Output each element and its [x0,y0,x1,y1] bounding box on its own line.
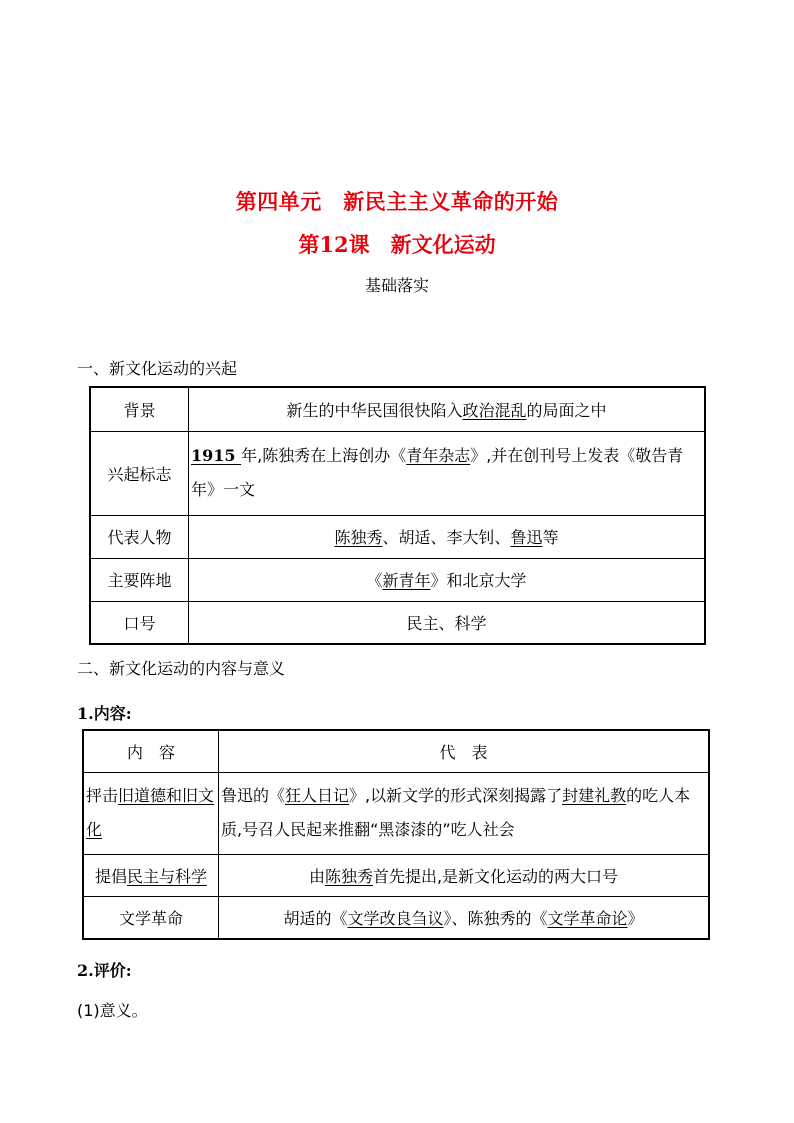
table-header-row [83,730,709,772]
underlined-text: 封建礼教 [562,786,627,805]
lesson-prefix: 第 [298,233,320,257]
text: 》,以新文学的形式深刻揭露了 [349,786,563,805]
lesson-title [0,229,794,259]
underlined-text: 文学改良刍议 [347,908,444,928]
underlined-text: 新青年 [382,571,431,590]
underlined-text: 狂人日记 [285,786,350,805]
text: 新生的中华民国很快陷入 [286,400,463,420]
table-row [90,601,705,644]
table-row [83,896,709,939]
row-content [189,515,706,558]
row-label [83,772,219,854]
table-row [90,387,705,431]
underlined-text: 陈独秀 [334,528,383,547]
row-content [189,387,706,431]
text: 的局面之中 [526,400,607,420]
underlined-text: 鲁迅 [510,528,543,547]
unit-title: 第四单元 新民主主义革命的开始 [235,190,559,214]
underlined-text: 政治混乱 [462,400,527,420]
evaluation-subheading: 2.评价: [77,961,132,980]
table-row [90,515,705,558]
text: 由 [308,866,325,886]
section2-heading: 二、新文化运动的内容与意义 [77,659,286,678]
column-header: 内 容 [83,730,219,772]
text: 的吃人本质,号召人民起来推翻“黑漆漆的”吃人社会 [221,786,691,839]
row-label: 口号 [90,601,189,644]
underlined-text: 旧道德和旧文化 [86,786,215,839]
row-label: 兴起标志 [90,431,189,515]
row-label [83,854,219,896]
lesson-suffix: 课 新文化运动 [348,233,496,257]
row-content: 民主、科学 [189,601,706,644]
row-label: 文学革命 [83,896,219,939]
text: 《 [366,571,383,590]
column-header: 代 表 [219,730,710,772]
table-row [83,772,709,854]
row-content [219,772,710,854]
text: 年,陈独秀在上海创办《 [241,446,407,465]
text: 、胡适、李大钊、 [382,528,511,547]
content-table [82,729,710,940]
underlined-text: 青年杂志 [406,446,471,465]
text: 》,并在创刊号上发表《敬告青年》一文 [191,446,684,499]
text: 等 [542,528,559,547]
rise-table [89,386,706,645]
text: 首先提出,是新文化运动的两大口号 [372,866,619,886]
table-row [90,558,705,601]
text: 提倡 [94,866,127,886]
sub-title: 基础落实 [364,276,429,295]
text: 胡适的《 [283,908,348,928]
lesson-number: 12 [319,232,349,257]
significance-label: (1)意义。 [77,1001,148,1020]
underlined-text: 民主与科学 [127,866,208,886]
row-label: 背景 [90,387,189,431]
underlined-text: 陈独秀 [324,866,373,886]
table-row [90,431,705,515]
content-subheading: 1.内容: [77,704,132,723]
row-content [219,896,710,939]
row-content [189,431,706,515]
row-label: 主要阵地 [90,558,189,601]
row-label: 代表人物 [90,515,189,558]
underlined-year: 1915 [191,446,242,465]
text: 鲁迅的《 [221,786,286,805]
section1-heading: 一、新文化运动的兴起 [77,359,238,378]
text: 》、陈独秀的《 [443,908,548,928]
text: 抨击 [86,786,119,805]
table-row [83,854,709,896]
text: 》和北京大学 [430,571,527,590]
underlined-text: 文学革命论 [547,908,628,928]
row-content [189,558,706,601]
row-content [219,854,710,896]
text: 》 [627,908,644,928]
